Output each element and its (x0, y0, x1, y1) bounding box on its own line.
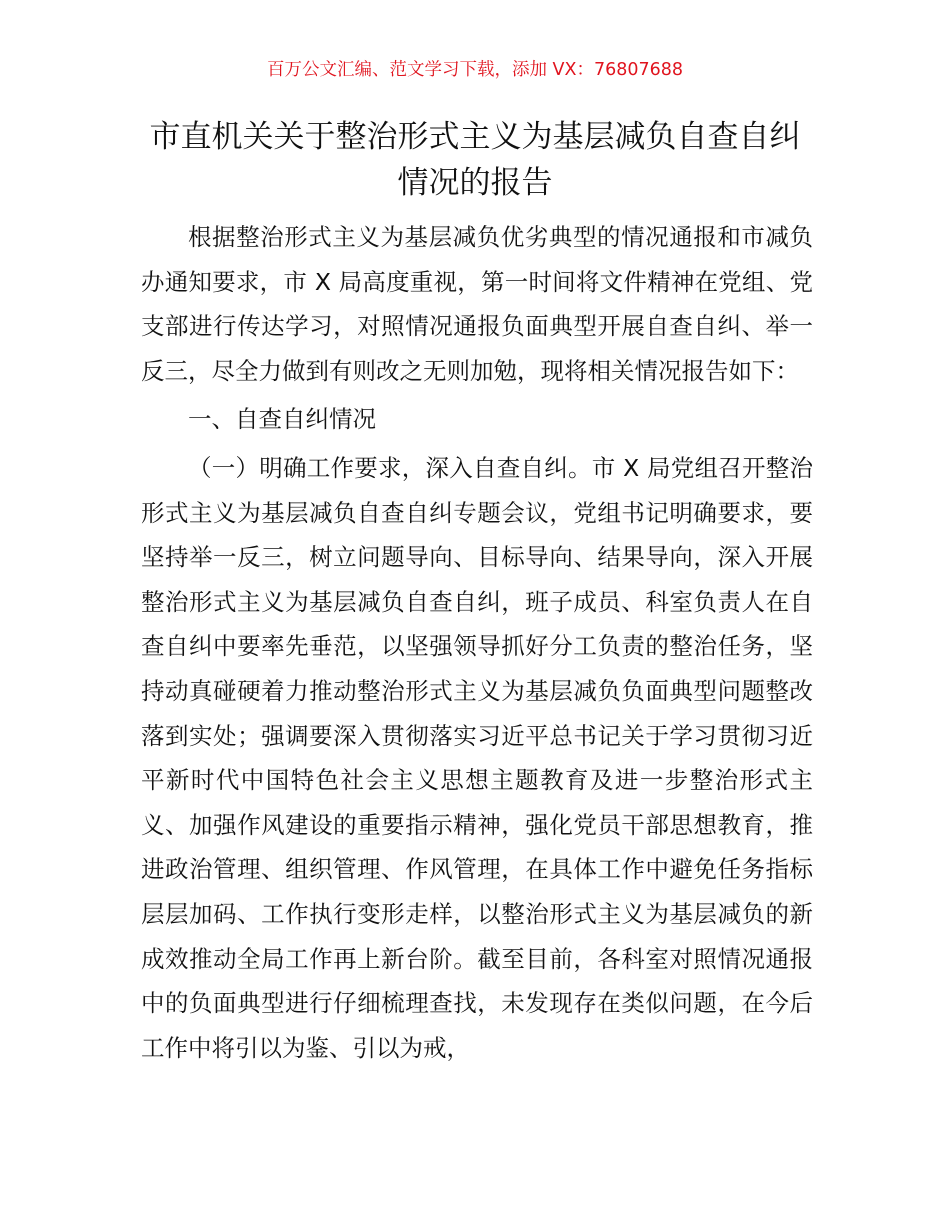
document-title: 市直机关关于整治形式主义为基层减负自查自纠情况的报告 (149, 119, 801, 201)
section-heading: 一、自查自纠情况 (188, 405, 376, 434)
header-banner: 百万公文汇编、范文学习下载，添加 VX：76807688 (266, 60, 684, 80)
intro-paragraph: 根据整治形式主义为基层减负优劣典型的情况通报和市减负办通知要求，市 X 局高度重视，第一时间将文件精神在党组、党支部进行传达学习，对照情况通报负面典型开展自查自纠、举一反三，尽全力做到有则改之无则加勉，现将相关情况报告如下： (141, 223, 813, 385)
document-body (141, 215, 813, 1070)
body-paragraph: （一）明确工作要求，深入自查自纠。市 X 局党组召开整治形式主义为基层减负自查自纠专题会议，党组书记明确要求，要坚持举一反三，树立问题导向、目标导向、结果导向，深入开展整治形式主义为基层减负自查自纠，班子成员、科室负责人在自查自纠中要率先垂范，以坚强领导抓好分工负责的整治任务，坚持动真碰硬着力推动整治形式主义为基层减负负面典型问题整改落到实处；强调要深入贯彻落实习近平总书记关于学习贯彻习近平新时代中国特色社会主义思想主题教育及进一步整治形式主义、加强作风建设的重要指示精神，强化党员干部思想教育，推进政治管理、组织管理、作风管理，在具体工作中避免任务指标层层加码、工作执行变形走样，以整治形式主义为基层减负的新成效推动全局工作再上新台阶。截至目前，各科室对照情况通报中的负面典型进行仔细梳理查找，未发现存在类似问题，在今后工作中将引以为鉴、引以为戒， (141, 453, 813, 1062)
